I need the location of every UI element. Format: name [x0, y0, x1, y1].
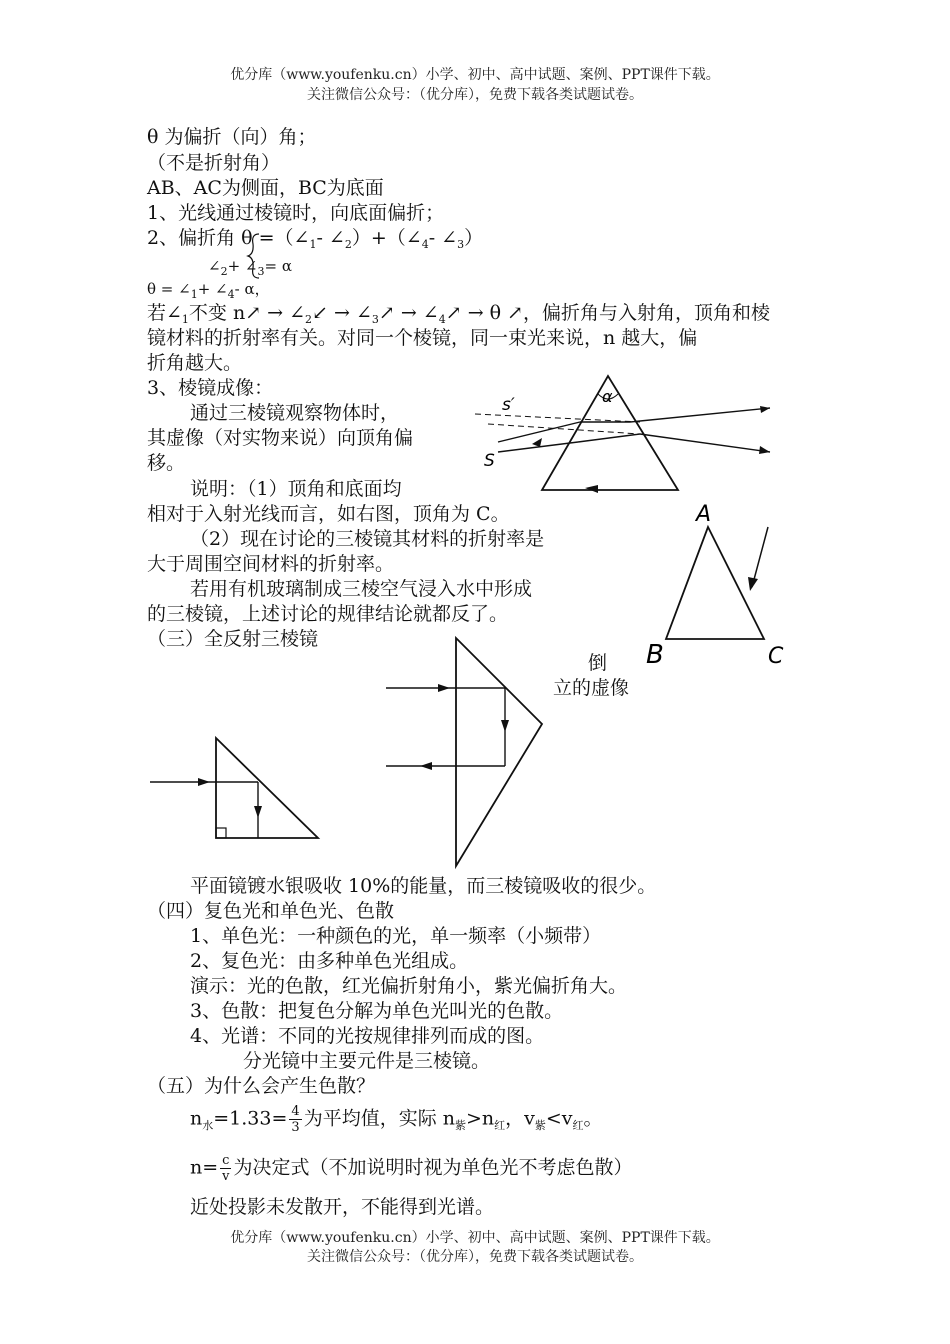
inverting-prism-figure: [380, 632, 560, 872]
text-line: 分光镜中主要元件是三棱镜。: [243, 1050, 491, 1072]
s-label: S: [484, 451, 495, 471]
formula-line: 2、偏折角 $\theta =(\angle_1-$ $\angle_2)+(\angle_4-$ $\angle_3$）: [147, 227, 484, 251]
text-line: 演示：光的色散，红光偏折射角小，紫光偏折角大。: [190, 975, 628, 997]
prism-imaging-figure: [470, 372, 780, 502]
brace-icon: [245, 232, 265, 280]
text-line: 若用有机玻璃制成三棱空气浸入水中形成: [190, 578, 533, 600]
triangle-abc-figure: [640, 495, 800, 675]
text-line: 通过三棱镜观察物体时，: [190, 402, 400, 424]
s-prime-label: s′: [502, 395, 515, 415]
right-angle-prism-figure: [148, 730, 338, 860]
header-line-2: 关注微信公众号：（优分库），免费下载各类试题试卷。: [307, 87, 643, 103]
footer-line-1: 优分库（www.youfenku.cn）小学、初中、高中试题、案例、PPT课件下载。: [230, 1230, 720, 1246]
text-line: 折角越大。: [147, 352, 243, 374]
vertex-c-label: C: [768, 644, 784, 669]
formula-line: $\theta = \angle_1+$ $\angle_4-$ α，: [147, 280, 270, 301]
vertex-b-label: B: [646, 640, 664, 670]
text-line: 2、复色光：由多种单色光组成。: [190, 950, 469, 972]
vertex-a-label: A: [696, 502, 712, 527]
text-line: 相对于入射光线而言，如右图，顶角为 C。: [147, 503, 510, 525]
fraction: $\frac{4}{3}$: [291, 1104, 300, 1135]
text-line: （不是折射角）: [147, 152, 281, 174]
footer-line-2: 关注微信公众号：（优分库），免费下载各类试题试卷。: [307, 1249, 643, 1265]
text-line: （2）现在讨论的三棱镜其材料的折射率是: [190, 528, 545, 550]
text-line: 倒: [588, 652, 608, 674]
section-heading: （四）复色光和单色光、色散: [147, 900, 395, 922]
text-line: θ 为偏折（向）角；: [147, 126, 317, 148]
text-line: 的三棱镜，上述讨论的规律结论就都反了。: [147, 603, 509, 625]
text-line: 3、棱镜成像：: [147, 377, 274, 399]
text-line: 4、光谱：不同的光按规律排列而成的图。: [190, 1025, 545, 1047]
text-line: 镜材料的折射率有关。对同一个棱镜，同一束光来说，n 越大，偏: [147, 327, 698, 349]
text-line: AB、AC为侧面，BC为底面: [147, 177, 384, 199]
section-heading: （三）全反射三棱镜: [147, 628, 319, 650]
formula-line: $\angle_2+$ $\angle_3= \alpha$: [208, 257, 292, 278]
formula-line: $n_水=1.33=$ $\frac{4}{3}$ 为平均值，实际 $n_紫>n_红$，$v_紫<v_红$。: [190, 1104, 603, 1135]
header-line-1: 优分库（www.youfenku.cn）小学、初中、高中试题、案例、PPT课件下载。: [230, 67, 720, 83]
text-line: 立的虚像: [553, 677, 630, 699]
text-line: 说明：（1）顶角和底面均: [190, 478, 402, 500]
text-line: 1、光线通过棱镜时，向底面偏折；: [147, 202, 445, 224]
text-line: 移。: [147, 452, 186, 474]
fraction: $\frac{c}{v}$: [222, 1153, 230, 1184]
text-line: 近处投影未发散开，不能得到光谱。: [190, 1196, 495, 1218]
alpha-label: α: [602, 387, 613, 406]
formula-line: n= $\frac{c}{v}$ 为决定式（不加说明时视为单色光不考虑色散）: [190, 1153, 633, 1184]
text-line: 其虚像（对实物来说）向顶角偏: [147, 427, 414, 449]
text-line: 3、色散：把复色分解为单色光叫光的色散。: [190, 1000, 564, 1022]
text-line: 若$\angle_1$不变 n↗ → $\angle_2↙$ → $\angle_3↗$ → $\angle_4↗ \to \theta$ ↗，偏折角与入射角，顶角和棱: [147, 302, 771, 326]
text-line: 平面镜镀水银吸收 10%的能量，而三棱镜吸收的很少。: [190, 875, 657, 897]
text-line: 1、单色光：一种颜色的光，单一频率（小频带）: [190, 925, 602, 947]
text-line: 大于周围空间材料的折射率。: [147, 553, 395, 575]
section-heading: （五）为什么会产生色散？: [147, 1075, 376, 1097]
